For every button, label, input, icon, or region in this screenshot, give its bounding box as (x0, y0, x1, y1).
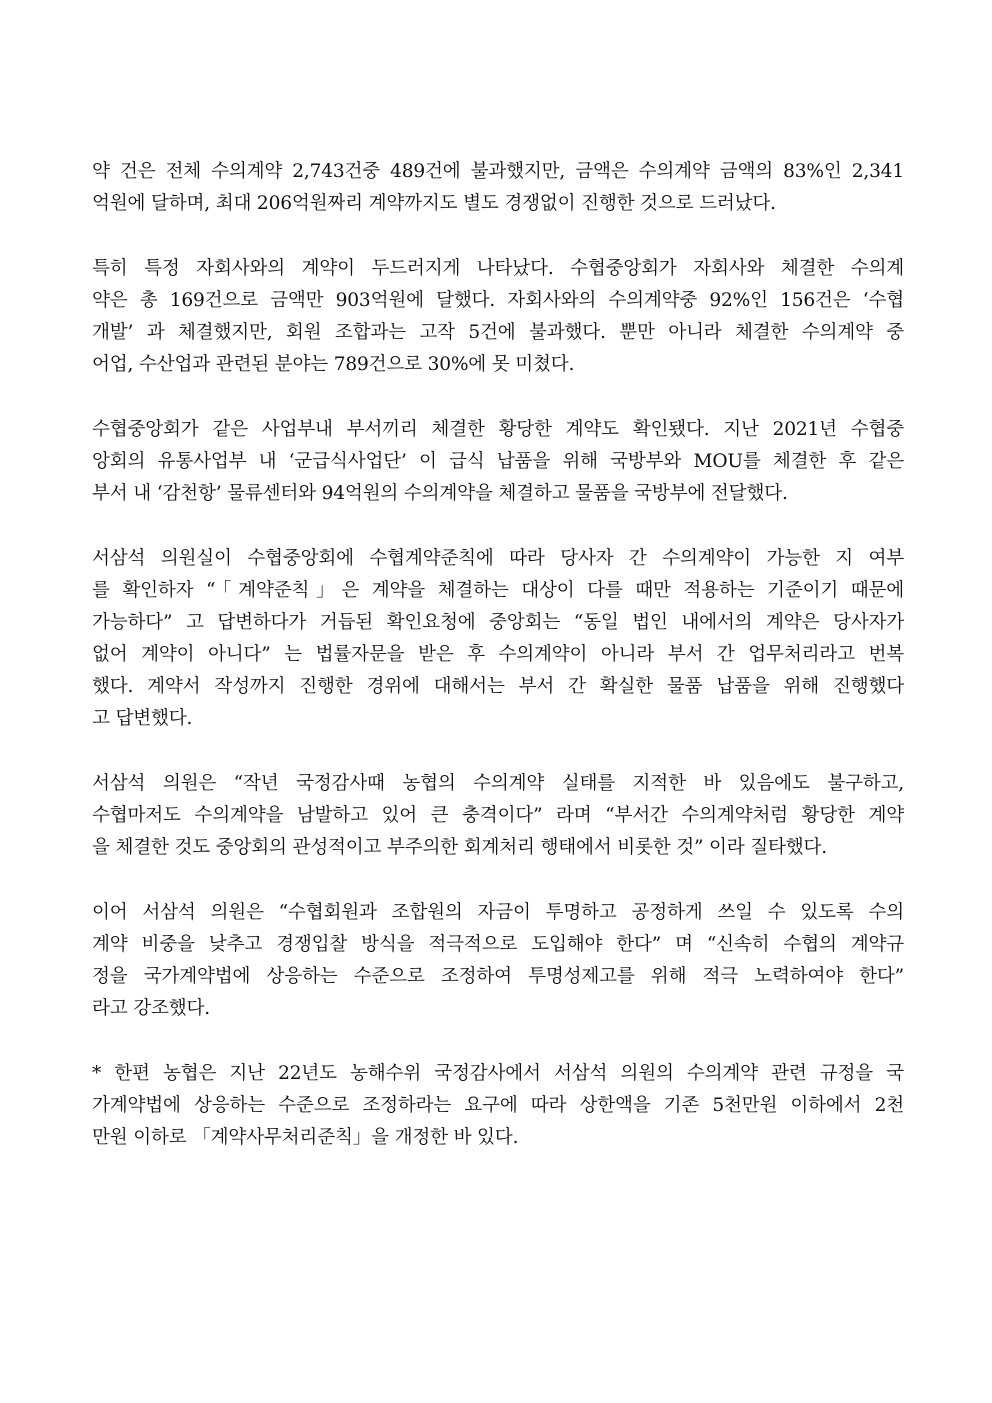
paragraph-internal-contract (92, 414, 904, 510)
paragraph-subsidiary-contracts (92, 253, 904, 381)
text-line: * 한편 농협은 지난 22년도 농해수위 국정감사에서 서삼석 의원의 수의계약 관련 규정을 국 (92, 1063, 904, 1084)
text-line: 서삼석 의원은 “작년 국정감사때 농협의 수의계약 실태를 지적한 바 있음에도 불구하고, (92, 773, 904, 794)
text-line: 수협중앙회가 같은 사업부내 부서끼리 체결한 황당한 계약도 확인됐다. 지난 2021년 수협중 (92, 419, 904, 440)
paragraph-inquiry-response (92, 543, 904, 735)
document-body (92, 156, 904, 1187)
text-line: 수협마저도 수의계약을 남발하고 있어 큰 충격이다” 라며 “부서간 수의계약처럼 황당한 계약 (92, 805, 904, 826)
text-line: 했다. 계약서 작성까지 진행한 경위에 대해서는 부서 간 확실한 물품 납품을 위해 진행했다 (92, 676, 904, 697)
text-line: 억원에 달하며, 최대 206억원짜리 계약까지도 별도 경쟁없이 진행한 것으로 드러났다. (92, 193, 776, 214)
text-line: 계약 비중을 낮추고 경쟁입찰 방식을 적극적으로 도입해야 한다” 며 “신속히 수협의 계약규 (92, 934, 904, 955)
text-line: 를 확인하자 “「계약준칙」은 계약을 체결하는 대상이 다를 때만 적용하는 기준이기 때문에 (92, 580, 904, 601)
text-line: 만원 이하로 「계약사무처리준칙」을 개정한 바 있다. (92, 1127, 519, 1148)
paragraph-contract-amounts (92, 156, 904, 220)
text-line: 없어 계약이 아니다” 는 법률자문을 받은 후 수의계약이 아니라 부서 간 업무처리라고 번복 (92, 644, 904, 665)
text-line: 서삼석 의원실이 수협중앙회에 수협계약준칙에 따라 당사자 간 수의계약이 가능한 지 여부 (92, 548, 904, 569)
text-line: 이어 서삼석 의원은 “수협회원과 조합원의 자금이 투명하고 공정하게 쓰일 수 있도록 수의 (92, 902, 904, 923)
paragraph-lawmaker-criticism (92, 768, 904, 864)
text-line: 약 건은 전체 수의계약 2,743건중 489건에 불과했지만, 금액은 수의계약 금액의 83%인 2,341 (92, 161, 904, 182)
paragraph-footnote-nonghyup (92, 1058, 904, 1154)
text-line: 개발’ 과 체결했지만, 회원 조합과는 고작 5건에 불과했다. 뿐만 아니라 체결한 수의계약 중 (92, 322, 904, 343)
paragraph-lawmaker-emphasis (92, 897, 904, 1025)
text-line: 가계약법에 상응하는 수준으로 조정하라는 요구에 따라 상한액을 기존 5천만원 이하에서 2천 (92, 1095, 904, 1116)
text-line: 정을 국가계약법에 상응하는 수준으로 조정하여 투명성제고를 위해 적극 노력하여야 한다” (92, 966, 904, 987)
text-line: 라고 강조했다. (92, 998, 210, 1019)
text-line: 부서 내 ‘감천항’ 물류센터와 94억원의 수의계약을 체결하고 물품을 국방부에 전달했다. (92, 483, 788, 504)
text-line: 고 답변했다. (92, 708, 193, 729)
text-line: 앙회의 유통사업부 내 ‘군급식사업단’ 이 급식 납품을 위해 국방부와 MOU를 체결한 후 같은 (92, 451, 904, 472)
text-line: 어업, 수산업과 관련된 분야는 789건으로 30%에 못 미쳤다. (92, 354, 575, 375)
text-line: 을 체결한 것도 중앙회의 관성적이고 부주의한 회계처리 행태에서 비롯한 것” 이라 질타했다. (92, 837, 828, 858)
text-line: 가능하다” 고 답변하다가 거듭된 확인요청에 중앙회는 “동일 법인 내에서의 계약은 당사자가 (92, 612, 904, 633)
text-line: 특히 특정 자회사와의 계약이 두드러지게 나타났다. 수협중앙회가 자회사와 체결한 수의계 (92, 258, 904, 279)
text-line: 약은 총 169건으로 금액만 903억원에 달했다. 자회사와의 수의계약중 92%인 156건은 ‘수협 (92, 290, 904, 311)
